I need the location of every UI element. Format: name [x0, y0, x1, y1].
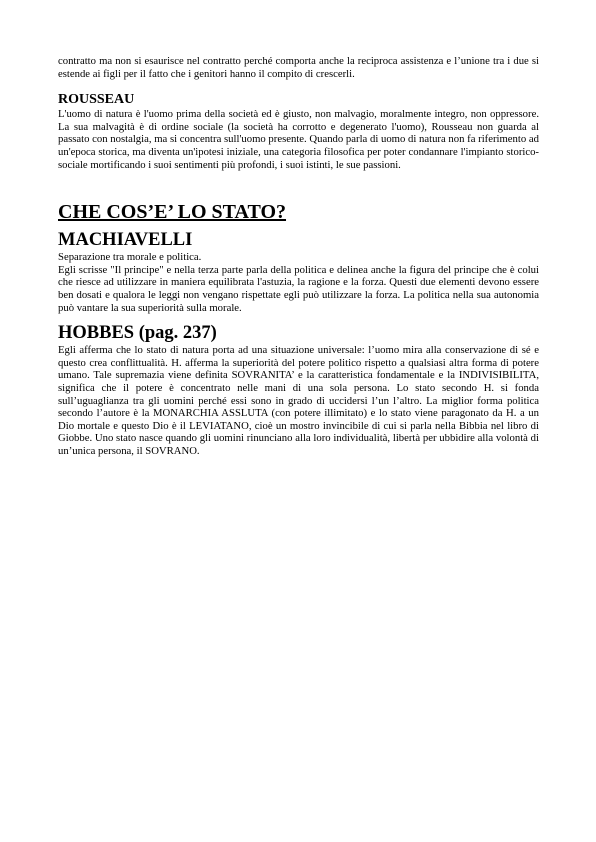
- document-page: [58, 55, 539, 457]
- machiavelli-paragraph: Egli scrisse "Il principe" e nella terza parte parla della politica e delinea anche la figura del principe che è colui che riesce ad utilizzare in maniera equilibrata l'astuzia, la ragione e la forza. Questi due elementi devono essere ben dosati e qualora le leggi non vengano rispettate egli può utilizzare la forza. La politica nella sua autonomia può vantare la sua superiorità sulla morale.: [58, 263, 539, 314]
- machiavelli-subtitle: Separazione tra morale e politica.: [58, 251, 202, 264]
- hobbes-heading: HOBBES (pag. 237): [58, 323, 217, 344]
- rousseau-paragraph: L'uomo di natura è l'uomo prima della società ed è giusto, non malvagio, moralmente integro, non oppressore. La sua malvagità è di ordine sociale (la società ha corrotto e degenerato l'uomo), Rousseau non guarda al passato con nostalgia, ma si concentra sull'uomo presente. Quando parla di uomo di natura non fa riferimento ad un'epoca storica, ma diventa un'ipotesi iniziale, una categoria filosofica per poter condannare l'impianto storico-sociale mortificando i suoi sentimenti più profondi, i suoi istinti, le sue passioni.: [58, 108, 539, 171]
- rousseau-heading: ROUSSEAU: [58, 92, 135, 108]
- hobbes-paragraph: Egli afferma che lo stato di natura porta ad una situazione universale: l’uomo mira alla conservazione di sé e questo crea conflittualità. H. afferma la superiorità del potere politico rispetto a qualsiasi altra forma di potere umano. Tale supremazia viene definita SOVRANITA’ e la caratteristica fondamentale e la INDIVISIBILITA, significa che il potere è concentrato nelle mani di una sola persona. Lo stato secondo H. si fonda sull’uguaglianza tra gli uomini perché essi sono in grado di uccidersi l’un l’altro. La miglior forma politica secondo l’autore è la MONARCHIA ASSLUTA (con potere illimitato) e lo stato viene paragonato da H. a un Dio mortale e questo Dio è il LEVIATANO, cioè un mostro invincibile di cui si parla nella Bibbia nel libro di Giobbe. Uno stato nasce quando gli uomini rinunciano alla loro individualità, libertà per ubbidire alla volontà di un’unica persona, il SOVRANO.: [58, 344, 539, 457]
- machiavelli-heading: MACHIAVELLI: [58, 230, 193, 251]
- section-title: CHE COS’E’ LO STATO?: [58, 201, 287, 224]
- intro-paragraph: contratto ma non si esaurisce nel contratto perché comporta anche la reciproca assistenza e l’unione tra i due si estende ai figli per il fatto che i genitori hanno il compito di crescerli.: [58, 55, 539, 80]
